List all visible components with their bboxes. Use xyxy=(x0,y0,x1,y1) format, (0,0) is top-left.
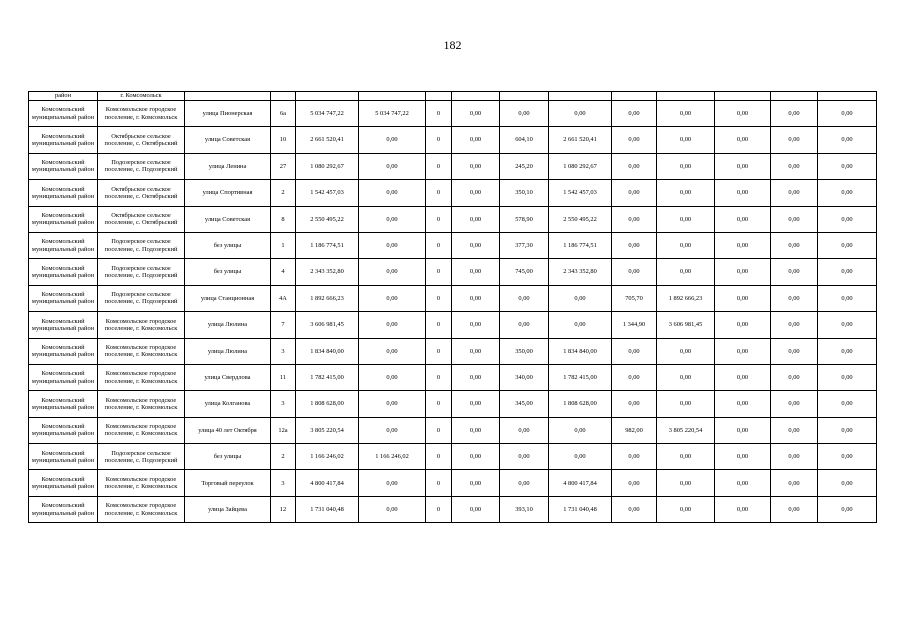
cell-col-15: 0,00 xyxy=(818,153,877,179)
cell-district: Комсомольский муниципальный район xyxy=(29,285,98,311)
cell-col-14: 0,00 xyxy=(771,312,818,338)
cell-area: 0,00 xyxy=(500,444,549,470)
cell-col-14: 0,00 xyxy=(771,206,818,232)
cell-total-cost: 1 542 457,03 xyxy=(296,180,359,206)
cell-cost-repair: 0,00 xyxy=(549,312,612,338)
cell-fund-cost: 0,00 xyxy=(359,391,426,417)
cell-col-14: 0,00 xyxy=(771,338,818,364)
cell-fund-cost: 0,00 xyxy=(359,153,426,179)
cell-house-number: 8 xyxy=(271,206,296,232)
cell-col-15: 0,00 xyxy=(818,259,877,285)
cell-house-number: 3 xyxy=(271,391,296,417)
cell-fund-cost: 5 034 747,22 xyxy=(359,101,426,127)
cell-col-8: 0,00 xyxy=(452,232,500,258)
cell-area: 350,10 xyxy=(500,180,549,206)
cell-settlement: Комсомольское городское поселение, г. Комсомольск xyxy=(98,364,185,390)
cell-settlement: г. Комсомольск xyxy=(98,92,185,101)
cell-col-8: 0,00 xyxy=(452,127,500,153)
table-row xyxy=(29,417,877,443)
cell-count: 0 xyxy=(426,417,452,443)
cell-district: район xyxy=(29,92,98,101)
cell-house-number: 7 xyxy=(271,312,296,338)
cell-col-8: 0,00 xyxy=(452,259,500,285)
cell-area xyxy=(500,92,549,101)
cell-area: 345,00 xyxy=(500,391,549,417)
cell-cost-repair-2: 0,00 xyxy=(657,444,715,470)
cell-house-number: 2 xyxy=(271,180,296,206)
cell-area-2: 0,00 xyxy=(612,444,657,470)
cell-col-13: 0,00 xyxy=(715,206,771,232)
cell-house-number xyxy=(271,92,296,101)
cell-street: улица Ленина xyxy=(185,153,271,179)
cell-cost-repair: 1 542 457,03 xyxy=(549,180,612,206)
cell-col-13: 0,00 xyxy=(715,127,771,153)
cell-col-8: 0,00 xyxy=(452,206,500,232)
cell-area: 578,90 xyxy=(500,206,549,232)
cell-cost-repair: 1 782 415,00 xyxy=(549,364,612,390)
cell-col-8: 0,00 xyxy=(452,312,500,338)
cell-cost-repair: 1 834 840,00 xyxy=(549,338,612,364)
cell-col-13: 0,00 xyxy=(715,312,771,338)
cell-col-8 xyxy=(452,92,500,101)
cell-col-13: 0,00 xyxy=(715,444,771,470)
cell-settlement: Подозерское сельское поселение, с. Подозерский xyxy=(98,153,185,179)
cell-col-15: 0,00 xyxy=(818,417,877,443)
cell-district: Комсомольский муниципальный район xyxy=(29,417,98,443)
cell-col-14: 0,00 xyxy=(771,153,818,179)
cell-col-8: 0,00 xyxy=(452,391,500,417)
cell-col-8: 0,00 xyxy=(452,470,500,496)
cell-street: улица Люлина xyxy=(185,312,271,338)
cell-area-2 xyxy=(612,92,657,101)
cell-total-cost: 1 892 666,23 xyxy=(296,285,359,311)
cell-house-number: 4 xyxy=(271,259,296,285)
cell-cost-repair-2: 0,00 xyxy=(657,338,715,364)
cell-col-15: 0,00 xyxy=(818,232,877,258)
cell-total-cost: 2 343 352,80 xyxy=(296,259,359,285)
cell-district: Комсомольский муниципальный район xyxy=(29,180,98,206)
cell-total-cost: 2 661 520,41 xyxy=(296,127,359,153)
cell-col-13: 0,00 xyxy=(715,364,771,390)
cell-fund-cost: 0,00 xyxy=(359,496,426,522)
cell-settlement: Комсомольское городское поселение, г. Комсомольск xyxy=(98,391,185,417)
cell-col-13: 0,00 xyxy=(715,496,771,522)
cell-cost-repair-2 xyxy=(657,92,715,101)
cell-district: Комсомольский муниципальный район xyxy=(29,127,98,153)
cell-count: 0 xyxy=(426,153,452,179)
cell-col-14 xyxy=(771,92,818,101)
cell-house-number: 10 xyxy=(271,127,296,153)
cell-area: 340,00 xyxy=(500,364,549,390)
cell-area-2: 1 344,90 xyxy=(612,312,657,338)
cell-area-2: 0,00 xyxy=(612,153,657,179)
cell-fund-cost: 0,00 xyxy=(359,206,426,232)
cell-total-cost: 3 606 981,45 xyxy=(296,312,359,338)
table-row xyxy=(29,312,877,338)
cell-col-14: 0,00 xyxy=(771,364,818,390)
cell-count: 0 xyxy=(426,496,452,522)
cell-settlement: Подозерское сельское поселение, с. Подозерский xyxy=(98,444,185,470)
cell-cost-repair-2: 0,00 xyxy=(657,259,715,285)
cell-col-15: 0,00 xyxy=(818,338,877,364)
cell-col-15: 0,00 xyxy=(818,101,877,127)
cell-col-13: 0,00 xyxy=(715,180,771,206)
cell-cost-repair: 1 186 774,51 xyxy=(549,232,612,258)
cell-cost-repair: 0,00 xyxy=(549,444,612,470)
cell-area: 0,00 xyxy=(500,417,549,443)
table-row-continuation xyxy=(29,92,877,101)
table-row xyxy=(29,391,877,417)
cell-col-14: 0,00 xyxy=(771,127,818,153)
cell-count: 0 xyxy=(426,312,452,338)
cell-area-2: 0,00 xyxy=(612,232,657,258)
cell-street: улица Колганова xyxy=(185,391,271,417)
cell-col-15: 0,00 xyxy=(818,127,877,153)
cell-cost-repair: 0,00 xyxy=(549,417,612,443)
cell-col-15: 0,00 xyxy=(818,470,877,496)
cell-count: 0 xyxy=(426,338,452,364)
cell-street: без улицы xyxy=(185,232,271,258)
cell-street: улица 40 лет Октября xyxy=(185,417,271,443)
cell-settlement: Подозерское сельское поселение, с. Подозерский xyxy=(98,285,185,311)
cell-col-15: 0,00 xyxy=(818,285,877,311)
cell-col-8: 0,00 xyxy=(452,496,500,522)
cell-area: 745,00 xyxy=(500,259,549,285)
table-row xyxy=(29,259,877,285)
cell-fund-cost: 1 166 246,02 xyxy=(359,444,426,470)
cell-total-cost: 2 550 495,22 xyxy=(296,206,359,232)
cell-total-cost: 1 186 774,51 xyxy=(296,232,359,258)
cell-house-number: 3 xyxy=(271,338,296,364)
cell-col-14: 0,00 xyxy=(771,180,818,206)
cell-street: Торговый переулок xyxy=(185,470,271,496)
cell-settlement: Подозерское сельское поселение, с. Подозерский xyxy=(98,259,185,285)
cell-street: улица Пионерская xyxy=(185,101,271,127)
cell-cost-repair-2: 0,00 xyxy=(657,180,715,206)
cell-col-13: 0,00 xyxy=(715,101,771,127)
cell-col-15: 0,00 xyxy=(818,180,877,206)
cell-col-13: 0,00 xyxy=(715,285,771,311)
cell-house-number: 2 xyxy=(271,444,296,470)
cell-col-13: 0,00 xyxy=(715,259,771,285)
cell-area-2: 982,00 xyxy=(612,417,657,443)
cell-fund-cost: 0,00 xyxy=(359,417,426,443)
cell-total-cost: 1 834 840,00 xyxy=(296,338,359,364)
cell-area: 393,10 xyxy=(500,496,549,522)
cell-fund-cost: 0,00 xyxy=(359,127,426,153)
cell-total-cost: 1 808 628,00 xyxy=(296,391,359,417)
cell-area: 0,00 xyxy=(500,470,549,496)
cell-house-number: 11 xyxy=(271,364,296,390)
cell-col-15: 0,00 xyxy=(818,444,877,470)
cell-house-number: 6а xyxy=(271,101,296,127)
cell-col-13: 0,00 xyxy=(715,232,771,258)
cell-cost-repair: 0,00 xyxy=(549,285,612,311)
cell-house-number: 3 xyxy=(271,470,296,496)
cell-cost-repair-2: 0,00 xyxy=(657,470,715,496)
cell-total-cost: 3 805 220,54 xyxy=(296,417,359,443)
cell-fund-cost: 0,00 xyxy=(359,259,426,285)
cell-cost-repair: 0,00 xyxy=(549,101,612,127)
cell-house-number: 1 xyxy=(271,232,296,258)
cell-district: Комсомольский муниципальный район xyxy=(29,364,98,390)
cell-settlement: Октябрьское сельское поселение, с. Октябрьский xyxy=(98,206,185,232)
table-row xyxy=(29,232,877,258)
cell-total-cost: 4 800 417,84 xyxy=(296,470,359,496)
cell-house-number: 4А xyxy=(271,285,296,311)
cell-col-15: 0,00 xyxy=(818,206,877,232)
cell-cost-repair-2: 1 892 666,23 xyxy=(657,285,715,311)
cell-cost-repair-2: 3 606 981,45 xyxy=(657,312,715,338)
cell-count: 0 xyxy=(426,206,452,232)
cell-col-8: 0,00 xyxy=(452,180,500,206)
cell-area-2: 0,00 xyxy=(612,259,657,285)
table-row xyxy=(29,206,877,232)
cell-cost-repair: 1 808 628,00 xyxy=(549,391,612,417)
cell-district: Комсомольский муниципальный район xyxy=(29,470,98,496)
cell-total-cost: 1 731 040,48 xyxy=(296,496,359,522)
cell-street: улица Свердлова xyxy=(185,364,271,390)
cell-col-14: 0,00 xyxy=(771,101,818,127)
cell-col-8: 0,00 xyxy=(452,417,500,443)
cell-count: 0 xyxy=(426,232,452,258)
cell-count: 0 xyxy=(426,364,452,390)
cell-area-2: 0,00 xyxy=(612,496,657,522)
cell-count xyxy=(426,92,452,101)
cell-area-2: 0,00 xyxy=(612,101,657,127)
table-row xyxy=(29,496,877,522)
table-row xyxy=(29,444,877,470)
data-table xyxy=(28,91,877,523)
cell-cost-repair: 1 731 040,48 xyxy=(549,496,612,522)
cell-street xyxy=(185,92,271,101)
cell-count: 0 xyxy=(426,180,452,206)
cell-district: Комсомольский муниципальный район xyxy=(29,496,98,522)
cell-col-8: 0,00 xyxy=(452,153,500,179)
cell-cost-repair-2: 0,00 xyxy=(657,364,715,390)
table-row xyxy=(29,338,877,364)
cell-cost-repair-2: 0,00 xyxy=(657,232,715,258)
cell-col-14: 0,00 xyxy=(771,417,818,443)
cell-area: 0,00 xyxy=(500,312,549,338)
cell-cost-repair-2: 0,00 xyxy=(657,496,715,522)
cell-col-13: 0,00 xyxy=(715,391,771,417)
cell-fund-cost: 0,00 xyxy=(359,312,426,338)
cell-col-14: 0,00 xyxy=(771,470,818,496)
cell-col-13 xyxy=(715,92,771,101)
cell-col-8: 0,00 xyxy=(452,444,500,470)
cell-cost-repair-2: 0,00 xyxy=(657,206,715,232)
cell-settlement: Октябрьское сельское поселение, с. Октябрьский xyxy=(98,127,185,153)
cell-district: Комсомольский муниципальный район xyxy=(29,391,98,417)
cell-area: 377,30 xyxy=(500,232,549,258)
cell-area-2: 0,00 xyxy=(612,338,657,364)
cell-cost-repair: 1 080 292,67 xyxy=(549,153,612,179)
cell-cost-repair: 4 800 417,84 xyxy=(549,470,612,496)
cell-fund-cost xyxy=(359,92,426,101)
cell-street: улица Зайцева xyxy=(185,496,271,522)
cell-col-15: 0,00 xyxy=(818,496,877,522)
cell-area: 245,20 xyxy=(500,153,549,179)
table-row xyxy=(29,285,877,311)
cell-street: улица Станционная xyxy=(185,285,271,311)
cell-district: Комсомольский муниципальный район xyxy=(29,338,98,364)
cell-settlement: Подозерское сельское поселение, с. Подозерский xyxy=(98,232,185,258)
cell-area-2: 0,00 xyxy=(612,470,657,496)
cell-count: 0 xyxy=(426,470,452,496)
cell-total-cost: 1 166 246,02 xyxy=(296,444,359,470)
cell-col-14: 0,00 xyxy=(771,496,818,522)
cell-district: Комсомольский муниципальный район xyxy=(29,206,98,232)
cell-total-cost xyxy=(296,92,359,101)
cell-count: 0 xyxy=(426,259,452,285)
cell-cost-repair-2: 0,00 xyxy=(657,101,715,127)
cell-settlement: Комсомольское городское поселение, г. Комсомольск xyxy=(98,338,185,364)
cell-area: 350,00 xyxy=(500,338,549,364)
cell-area: 0,00 xyxy=(500,285,549,311)
cell-settlement: Комсомольское городское поселение, г. Комсомольск xyxy=(98,470,185,496)
cell-area-2: 0,00 xyxy=(612,364,657,390)
cell-count: 0 xyxy=(426,444,452,470)
cell-col-8: 0,00 xyxy=(452,101,500,127)
page-number: 182 xyxy=(443,38,462,52)
cell-col-14: 0,00 xyxy=(771,444,818,470)
cell-district: Комсомольский муниципальный район xyxy=(29,232,98,258)
cell-street: улица Спортивная xyxy=(185,180,271,206)
cell-district: Комсомольский муниципальный район xyxy=(29,153,98,179)
cell-street: улица Советская xyxy=(185,127,271,153)
cell-settlement: Комсомольское городское поселение, г. Комсомольск xyxy=(98,101,185,127)
cell-total-cost: 1 782 415,00 xyxy=(296,364,359,390)
cell-district: Комсомольский муниципальный район xyxy=(29,101,98,127)
cell-col-8: 0,00 xyxy=(452,364,500,390)
cell-cost-repair-2: 0,00 xyxy=(657,153,715,179)
cell-street: без улицы xyxy=(185,444,271,470)
cell-fund-cost: 0,00 xyxy=(359,470,426,496)
cell-house-number: 27 xyxy=(271,153,296,179)
cell-count: 0 xyxy=(426,127,452,153)
cell-cost-repair: 2 343 352,80 xyxy=(549,259,612,285)
cell-area: 604,10 xyxy=(500,127,549,153)
cell-area: 0,00 xyxy=(500,101,549,127)
cell-col-14: 0,00 xyxy=(771,259,818,285)
table-row xyxy=(29,127,877,153)
table-row xyxy=(29,470,877,496)
cell-cost-repair-2: 3 805 220,54 xyxy=(657,417,715,443)
cell-settlement: Октябрьское сельское поселение, с. Октябрьский xyxy=(98,180,185,206)
cell-area-2: 0,00 xyxy=(612,127,657,153)
cell-fund-cost: 0,00 xyxy=(359,364,426,390)
cell-area-2: 0,00 xyxy=(612,206,657,232)
cell-col-14: 0,00 xyxy=(771,391,818,417)
cell-count: 0 xyxy=(426,285,452,311)
cell-fund-cost: 0,00 xyxy=(359,180,426,206)
cell-count: 0 xyxy=(426,101,452,127)
cell-col-14: 0,00 xyxy=(771,232,818,258)
cell-total-cost: 5 034 747,22 xyxy=(296,101,359,127)
table-row xyxy=(29,364,877,390)
cell-col-15: 0,00 xyxy=(818,364,877,390)
cell-col-14: 0,00 xyxy=(771,285,818,311)
cell-cost-repair-2: 0,00 xyxy=(657,127,715,153)
table-row xyxy=(29,180,877,206)
cell-street: улица Советская xyxy=(185,206,271,232)
cell-col-15: 0,00 xyxy=(818,391,877,417)
cell-col-8: 0,00 xyxy=(452,338,500,364)
cell-fund-cost: 0,00 xyxy=(359,338,426,364)
cell-col-13: 0,00 xyxy=(715,417,771,443)
cell-cost-repair: 2 661 520,41 xyxy=(549,127,612,153)
cell-total-cost: 1 080 292,67 xyxy=(296,153,359,179)
cell-cost-repair-2: 0,00 xyxy=(657,391,715,417)
cell-cost-repair: 2 550 495,22 xyxy=(549,206,612,232)
cell-col-13: 0,00 xyxy=(715,153,771,179)
cell-district: Комсомольский муниципальный район xyxy=(29,312,98,338)
cell-col-13: 0,00 xyxy=(715,338,771,364)
cell-settlement: Комсомольское городское поселение, г. Комсомольск xyxy=(98,417,185,443)
cell-count: 0 xyxy=(426,391,452,417)
cell-col-8: 0,00 xyxy=(452,285,500,311)
cell-house-number: 12 xyxy=(271,496,296,522)
cell-area-2: 705,70 xyxy=(612,285,657,311)
cell-house-number: 12а xyxy=(271,417,296,443)
cell-area-2: 0,00 xyxy=(612,180,657,206)
cell-cost-repair xyxy=(549,92,612,101)
cell-col-15: 0,00 xyxy=(818,312,877,338)
cell-fund-cost: 0,00 xyxy=(359,285,426,311)
cell-col-15 xyxy=(818,92,877,101)
table-row xyxy=(29,153,877,179)
cell-district: Комсомольский муниципальный район xyxy=(29,259,98,285)
cell-street: улица Люлина xyxy=(185,338,271,364)
cell-district: Комсомольский муниципальный район xyxy=(29,444,98,470)
cell-street: без улицы xyxy=(185,259,271,285)
cell-col-13: 0,00 xyxy=(715,470,771,496)
cell-settlement: Комсомольское городское поселение, г. Комсомольск xyxy=(98,496,185,522)
cell-area-2: 0,00 xyxy=(612,391,657,417)
cell-settlement: Комсомольское городское поселение, г. Комсомольск xyxy=(98,312,185,338)
table-row xyxy=(29,101,877,127)
cell-fund-cost: 0,00 xyxy=(359,232,426,258)
